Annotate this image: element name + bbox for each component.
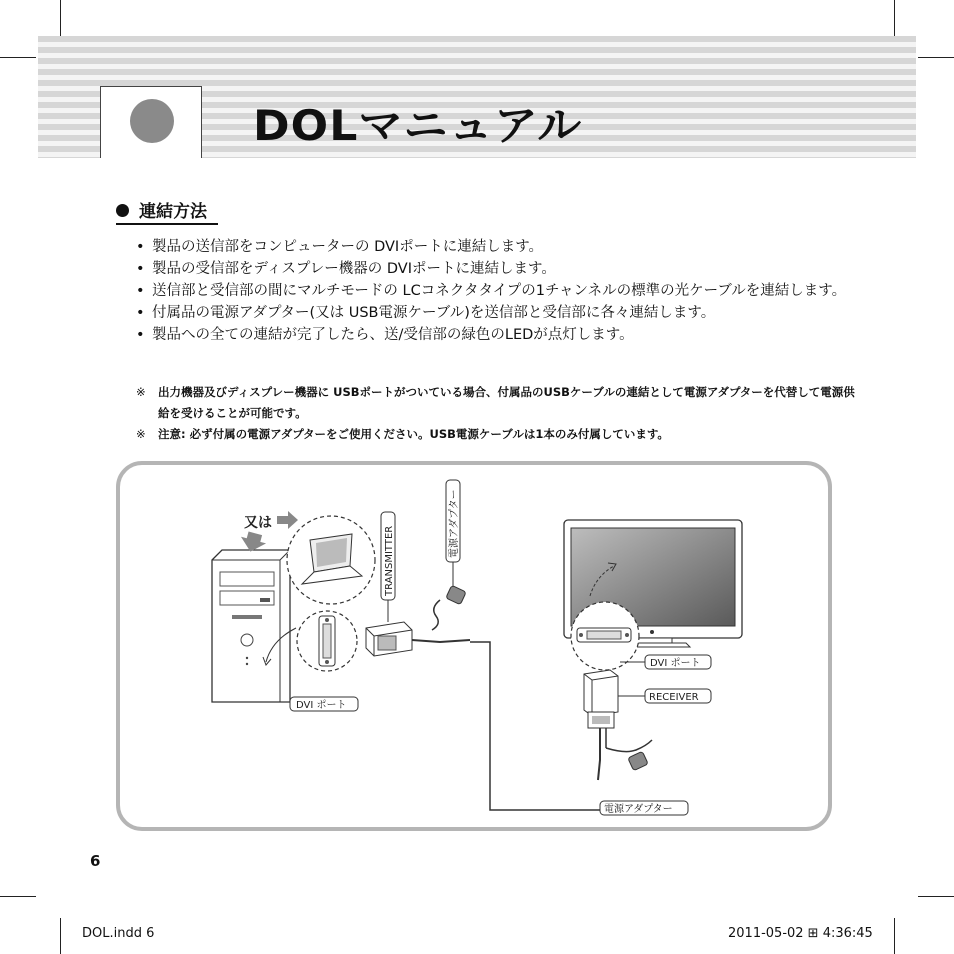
power-adapter-label-top: 電源アダプター (449, 489, 460, 558)
power-adapter-icon (432, 585, 466, 630)
crop-mark (918, 57, 954, 58)
note-mark: ※ (136, 385, 146, 399)
receiver-device-icon (584, 670, 618, 780)
crop-mark (60, 0, 61, 36)
power-adapter-icon (606, 740, 652, 771)
dvi-port-icon (577, 628, 631, 642)
bullet-dot-icon (116, 204, 129, 217)
crop-mark (60, 918, 61, 954)
dvi-port-label-left: DVI ポート (296, 700, 347, 711)
crop-mark (0, 57, 36, 58)
diagram-svg (120, 465, 828, 827)
transmitter-device-icon (366, 622, 470, 656)
notes (136, 382, 856, 445)
note-item (136, 382, 856, 424)
arrow-right-icon (277, 511, 298, 529)
section-underline (116, 223, 218, 225)
list-item: • 製品の受信部をディスプレー機器の DVIポートに連結します。 (136, 258, 856, 280)
receiver-label: RECEIVER (649, 692, 699, 703)
section-heading (116, 197, 207, 222)
footer-timestamp: 2011-05-02 ⊞ 4:36:45 (728, 926, 873, 941)
connection-diagram (116, 461, 832, 831)
section-title: 連結方法 (139, 202, 207, 222)
note-item (136, 424, 856, 445)
crop-mark (894, 0, 895, 36)
footer-file: DOL.indd 6 (82, 926, 155, 941)
note-text: 注意: 必ず付属の電源アダプターをご使用ください。USB電源ケーブルは1本のみ付属しています。 (158, 427, 669, 441)
list-item: • 製品の送信部をコンピューターの DVIポートに連結します。 (136, 236, 856, 258)
list-item: • 送信部と受信部の間にマルチモードの LCコネクタタイプの1チャンネルの標準の光ケーブルを連結します。 (136, 280, 856, 302)
dvi-port-label-right: DVI ポート (650, 658, 701, 669)
list-item: • 製品への全ての連結が完了したら、送/受信部の緑色のLEDが点灯します。 (136, 324, 856, 346)
crop-mark (894, 918, 895, 954)
or-label: 又は (244, 515, 272, 531)
pc-tower-icon (212, 550, 290, 702)
note-mark: ※ (136, 427, 146, 441)
list-item: • 付属品の電源アダプター(又は USB電源ケーブル)を送信部と受信部に各々連結します。 (136, 302, 856, 324)
dvi-port-icon (319, 616, 335, 666)
page-number: 6 (90, 852, 101, 870)
note-text: 出力機器及びディスプレー機器に USBポートがついている場合、付属品のUSBケーブルの連結として電源アダプターを代替して電源供給を受けることが可能です。 (158, 385, 855, 420)
crop-mark (0, 896, 36, 897)
instruction-list (136, 236, 856, 346)
page-title: DOLマニュアル (253, 101, 583, 150)
header-circle-icon (130, 99, 174, 143)
transmitter-label: TRANSMITTER (384, 525, 395, 596)
power-adapter-label-bottom: 電源アダプター (604, 804, 673, 815)
crop-mark (918, 896, 954, 897)
